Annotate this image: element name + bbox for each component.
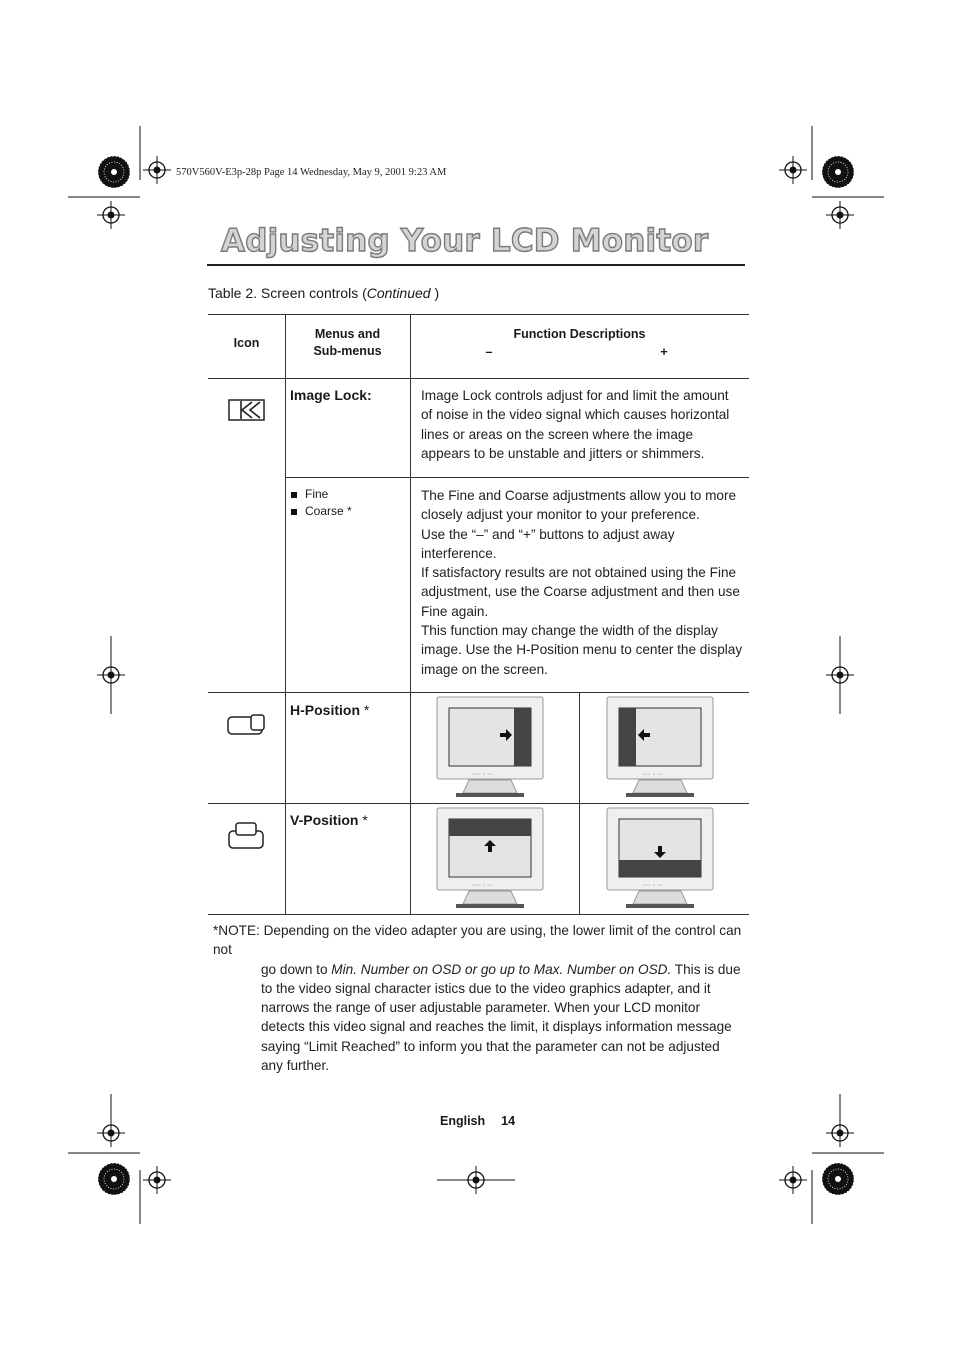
header-function: Function Descriptions	[513, 327, 646, 341]
submenu-coarse: Coarse *	[291, 503, 352, 520]
header-minus: –	[485, 345, 493, 359]
footer-language: English	[440, 1114, 486, 1128]
image-lock-icon	[228, 398, 266, 422]
note-lead: *NOTE: Depending on the video adapter you are using, the lower limit of the control can not	[213, 923, 742, 958]
svg-text:◦◦◦ ◦ ◦◦: ◦◦◦ ◦ ◦◦	[472, 883, 493, 889]
v-position-icon	[228, 822, 266, 850]
title-rule	[207, 264, 745, 266]
desc-paragraph: Use the “–” and “+” buttons to adjust away interference.	[421, 526, 675, 561]
desc-paragraph: This function may change the width of the display image. Use the H-Position menu to center the display image on the screen.	[421, 623, 743, 677]
h-position-icon	[227, 714, 267, 736]
table-bottom-rule	[208, 914, 749, 915]
note-italic: Min. Number on OSD or go up to Max. Number on OSD.	[331, 961, 672, 977]
monitor-image-shift-left	[606, 696, 716, 800]
column-rule	[579, 692, 580, 915]
row-rule	[285, 477, 749, 478]
row-rule	[208, 803, 749, 804]
monitor-image-shift-up	[436, 807, 546, 911]
h-position-title: H-Position *	[290, 702, 370, 718]
bullet-square	[291, 492, 297, 498]
desc-paragraph: If satisfactory results are not obtained using the Fine adjustment, use the Coarse adjustment and then use Fine again.	[421, 565, 740, 619]
header-menus-line2: Sub-menus	[313, 344, 382, 358]
header-menus-line1: Menus and	[314, 327, 381, 341]
caption-continued: Continued	[366, 285, 431, 301]
header-icon: Icon	[233, 336, 260, 350]
column-rule	[410, 314, 411, 915]
page-footer	[440, 1114, 515, 1128]
table-caption	[208, 285, 439, 301]
desc-paragraph: The Fine and Coarse adjustments allow you to more closely adjust your monitor to your preference.	[421, 488, 737, 523]
caption-suffix: )	[430, 285, 440, 301]
row-rule	[208, 692, 749, 693]
monitor-image-shift-down	[606, 807, 716, 911]
header-menus	[285, 326, 410, 360]
svg-text:◦◦◦ ◦ ◦◦: ◦◦◦ ◦ ◦◦	[472, 772, 493, 778]
svg-text:◦◦◦ ◦ ◦◦: ◦◦◦ ◦ ◦◦	[642, 883, 663, 889]
column-rule	[285, 314, 286, 915]
image-lock-description: Image Lock controls adjust for and limit the amount of noise in the video signal which causes horizontal lines or areas on the screen where the image appears to be unstable and jitters or shimmers.	[421, 388, 730, 461]
bullet-square	[291, 509, 297, 515]
caption-prefix: Table 2. Screen controls (	[208, 285, 367, 301]
table-top-rule	[208, 314, 749, 315]
header-rule	[208, 378, 749, 379]
note-block	[213, 921, 743, 1075]
note-body: go down to Min. Number on OSD or go up to Max. Number on OSD. This is due to the video signal character istics due to the video graphics adapter, and it narrows the range of user adjustable parameter. When your LCD monitor detects this video signal and reaches the limit, it displays information message saying “Limit Reached” to inform you that the parameter can not be adjusted any further.	[261, 961, 741, 1074]
page-title: Adjusting Your LCD Monitor	[221, 223, 709, 259]
svg-text:◦◦◦ ◦ ◦◦: ◦◦◦ ◦ ◦◦	[642, 772, 663, 778]
printer-slug: 570V560V-E3p-28p Page 14 Wednesday, May 9, 2001 9:23 AM	[176, 167, 447, 178]
monitor-image-shift-right	[436, 696, 546, 800]
image-lock-submenus	[291, 486, 352, 520]
page-number: 14	[501, 1114, 516, 1128]
image-lock-title: Image Lock:	[290, 387, 372, 403]
header-plus: +	[660, 345, 668, 359]
screen-controls-table	[208, 314, 749, 915]
v-position-title: V-Position *	[290, 812, 368, 828]
fine-coarse-description	[421, 486, 743, 679]
submenu-fine: Fine	[291, 486, 352, 503]
